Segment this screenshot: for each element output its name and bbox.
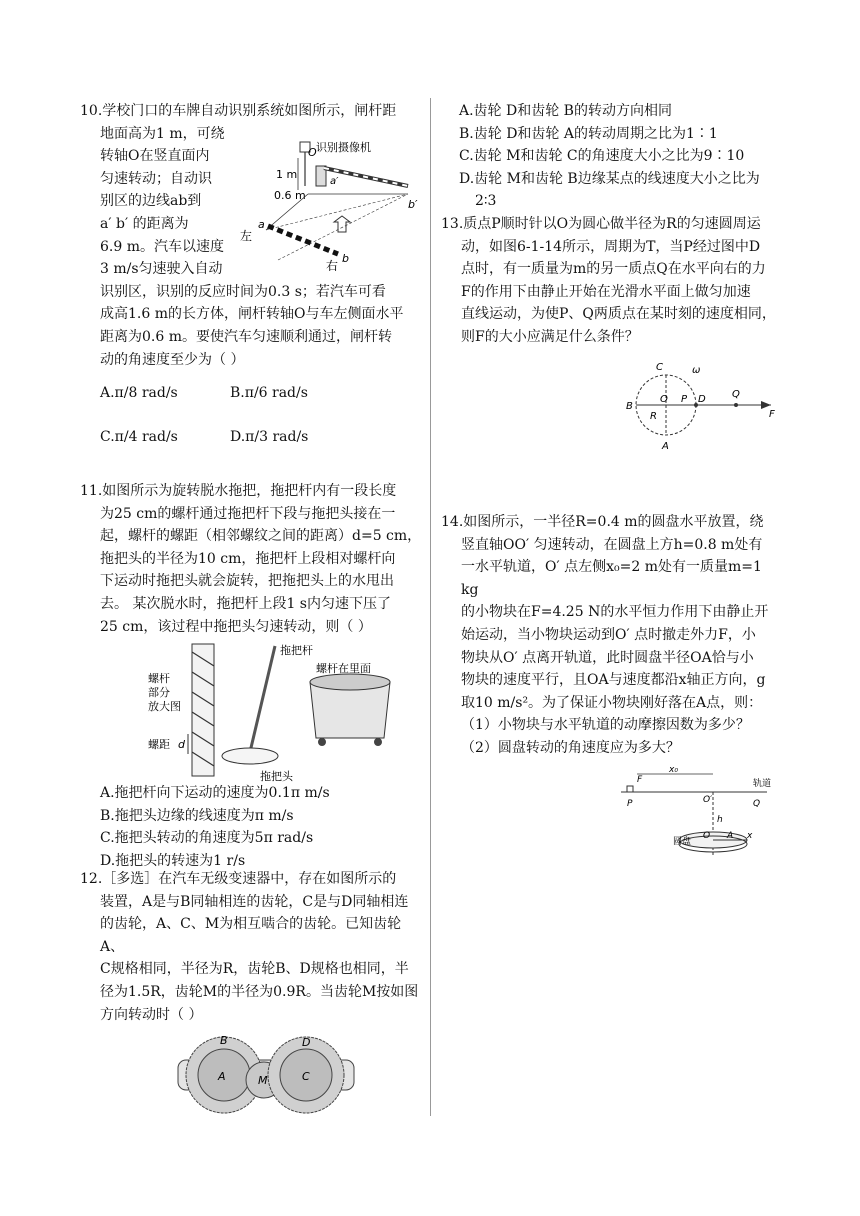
q12-option-b[interactable]: B.齿轮 D和齿轮 A的转动周期之比为1∶1 — [459, 125, 718, 142]
q11-option-c[interactable]: C.拖把头转动的角速度为5π rad/s — [100, 830, 314, 847]
svg-text:b: b — [342, 252, 349, 265]
svg-text:h: h — [717, 814, 723, 825]
q10-line: 转轴O在竖直面内 — [100, 148, 210, 165]
mop-head — [222, 748, 278, 764]
q12-line: 装置，A是与B同轴相连的齿轮，C是与D同轴相连 — [100, 893, 409, 910]
q10-options-row1 — [80, 371, 424, 415]
direction-arrow-icon — [334, 216, 350, 232]
svg-text:轨道: 轨道 — [753, 778, 772, 789]
q12-options — [441, 100, 781, 213]
q10-line: a′ b′ 的距离为 — [100, 215, 189, 232]
q14-line: 取10 m/s²。为了保证小物块刚好落在A点，则： — [461, 694, 763, 711]
column-divider — [430, 98, 431, 1116]
q11-option-b[interactable]: B.拖把头边缘的线速度为π m/s — [100, 807, 294, 824]
svg-text:1 m: 1 m — [276, 168, 298, 181]
svg-text:O: O — [660, 393, 668, 405]
svg-text:P: P — [627, 798, 633, 809]
q13-line: 则F的大小应满足什么条件？ — [461, 328, 639, 345]
svg-text:d: d — [178, 738, 185, 752]
svg-text:拖把头: 拖把头 — [260, 770, 293, 783]
q12-line: 的齿轮，A、C、M为相互啮合的齿轮。已知齿轮A、 — [100, 916, 402, 955]
q14-line: （2）圆盘转动的角速度应为多大？ — [461, 739, 680, 756]
svg-text:圆盘: 圆盘 — [673, 836, 692, 847]
q14-line: 物块的速度平行，且OA与速度都沿x轴正方向，g — [461, 672, 766, 689]
q14-line: （1）小物块与水平轨道的动摩擦因数为多少？ — [461, 717, 750, 734]
q12-line: 方向转动时（ ） — [100, 1006, 203, 1023]
svg-text:放大图: 放大图 — [148, 700, 181, 714]
q10-options-row2 — [80, 415, 424, 459]
svg-text:A: A — [662, 440, 669, 452]
left-column — [80, 100, 424, 1122]
q13-line: 13.质点P顺时针以O为圆心做半径为R的匀速圆周运 — [441, 215, 761, 232]
q13-line: 点时，有一质量为m的另一质点Q在水平向右的力 — [461, 261, 766, 278]
svg-text:x₀: x₀ — [669, 765, 678, 775]
q12-option-d-cont: 2∶3 — [475, 193, 497, 210]
svg-text:a′: a′ — [330, 176, 339, 187]
q11-line: 25 cm，该过程中拖把头匀速转动，则（ ） — [100, 618, 372, 635]
camera-label: 识别摄像机 — [316, 141, 371, 154]
svg-text:C: C — [656, 361, 663, 373]
svg-text:部分: 部分 — [148, 686, 170, 700]
question-13 — [441, 213, 781, 511]
svg-text:右: 右 — [326, 259, 339, 271]
q12-line: 径为1.5R，齿轮M的半径为0.9R。当齿轮M按如图 — [100, 983, 419, 1000]
svg-text:P: P — [681, 393, 688, 405]
svg-text:Q: Q — [732, 388, 740, 400]
question-11 — [80, 480, 424, 868]
q13-line: 直线运动，为使P、Q两质点在某时刻的速度相同， — [461, 306, 776, 323]
svg-text:D: D — [698, 393, 706, 405]
q10-line: 动的角速度至少为（ ） — [100, 351, 245, 368]
q11-line: 11.如图所示为旋转脱水拖把，拖把杆内有一段长度 — [80, 483, 397, 499]
svg-text:螺距: 螺距 — [148, 738, 170, 752]
q11-option-d[interactable]: D.拖把头的转速为1 r/s — [100, 852, 246, 869]
mop-figure — [140, 642, 440, 782]
q10-line: 10.学校门口的车牌自动识别系统如图所示，闸杆距 — [80, 103, 397, 119]
svg-text:O′: O′ — [703, 794, 713, 805]
gear-figure — [176, 1032, 356, 1122]
question-10 — [80, 100, 424, 480]
q10-line: 3 m/s匀速驶入自动 — [100, 261, 223, 278]
svg-text:R: R — [650, 410, 657, 422]
q10-line: 6.9 m。汽车以速度 — [100, 238, 224, 255]
svg-text:O: O — [703, 830, 711, 841]
q11-line: 起，螺杆的螺距（相邻螺纹之间的距离）d=5 cm， — [100, 528, 422, 545]
svg-text:F: F — [637, 774, 643, 785]
question-14 — [441, 511, 781, 870]
svg-text:M: M — [258, 1074, 268, 1088]
q10-line: 地面高为1 m，可绕 — [100, 125, 225, 142]
question-12 — [80, 868, 424, 1122]
q10-gate-figure — [238, 136, 423, 271]
svg-text:a: a — [258, 218, 265, 231]
svg-text:螺杆在里面: 螺杆在里面 — [316, 662, 371, 676]
q10-option-b[interactable]: B.π/6 rad/s — [230, 385, 308, 402]
mop-rod — [250, 646, 275, 752]
q13-line: 动，如图6-1-14所示，周期为T，当P经过图中D — [461, 238, 761, 255]
svg-text:F: F — [769, 408, 775, 420]
svg-text:B: B — [220, 1034, 228, 1048]
q10-line: 识别区，识别的反应时间为0.3 s；若汽车可看 — [100, 283, 386, 300]
q10-line: 匀速转动；自动识 — [100, 170, 212, 187]
q14-line: 14.如图所示，一半径R=0.4 m的圆盘水平放置，绕 — [441, 513, 764, 530]
q10-option-a[interactable]: A.π/8 rad/s — [100, 385, 178, 402]
svg-text:D: D — [302, 1036, 311, 1050]
svg-text:x: x — [747, 830, 753, 841]
q12-option-c[interactable]: C.齿轮 M和齿轮 C的角速度大小之比为9∶10 — [459, 148, 745, 165]
q10-line: 别区的边线ab到 — [100, 193, 202, 210]
q11-option-a[interactable]: A.拖把杆向下运动的速度为0.1π m/s — [100, 785, 330, 802]
q11-line: 下运动时拖把头就会旋转，把拖把头上的水甩出 — [100, 573, 394, 590]
q10-line: 距离为0.6 m。要使汽车匀速顺利通过，闸杆转 — [100, 328, 392, 345]
q11-line: 为25 cm的螺杆通过拖把杆下段与拖把头接在一 — [100, 505, 396, 522]
q12-option-d[interactable]: D.齿轮 M和齿轮 B边缘某点的线速度大小之比为 — [459, 170, 760, 187]
q14-line: 一水平轨道，O′ 点左侧x₀=2 m处有一质量m=1 kg — [461, 559, 762, 598]
q12-option-a[interactable]: A.齿轮 D和齿轮 B的转动方向相同 — [459, 103, 672, 119]
q14-line: 的小物块在F=4.25 N的水平恒力作用下由静止开 — [461, 604, 769, 621]
svg-text:0.6 m: 0.6 m — [274, 189, 306, 202]
svg-text:拖把杆: 拖把杆 — [280, 644, 313, 658]
q11-line: 拖把头的半径为10 cm，拖把杆上段相对螺杆向 — [100, 550, 396, 567]
q10-line: 成高1.6 m的长方体，闸杆转轴O与车左侧面水平 — [100, 306, 404, 323]
q11-line: 去。 某次脱水时，拖把杆上段1 s内匀速下压了 — [100, 595, 391, 612]
svg-text:ω: ω — [692, 364, 701, 376]
svg-text:O: O — [308, 146, 317, 159]
circle-motion-figure — [626, 359, 776, 459]
svg-text:C: C — [302, 1070, 310, 1084]
q12-line: C规格相同，半径为R，齿轮B、D规格也相同，半 — [100, 961, 409, 978]
svg-text:B: B — [626, 400, 633, 412]
q12-line: 12.［多选］在汽车无级变速器中，存在如图所示的 — [80, 871, 397, 887]
disk-track-figure — [617, 766, 777, 870]
q14-line: 竖直轴OO′ 匀速转动，在圆盘上方h=0.8 m处有 — [461, 536, 763, 553]
right-column — [441, 100, 781, 870]
svg-text:Q: Q — [753, 798, 761, 809]
svg-text:A: A — [218, 1070, 226, 1084]
q14-line: 始运动，当小物块运动到O′ 点时撤走外力F，小 — [461, 626, 756, 643]
q14-line: 物块从O′ 点离开轨道，此时圆盘半径OA恰与小 — [461, 649, 754, 666]
q10-option-d[interactable]: D.π/3 rad/s — [230, 429, 309, 446]
svg-text:b′: b′ — [408, 198, 418, 211]
q10-option-c[interactable]: C.π/4 rad/s — [100, 429, 178, 446]
svg-text:螺杆: 螺杆 — [148, 672, 170, 686]
svg-text:A: A — [727, 830, 734, 841]
q13-line: F的作用下由静止开始在光滑水平面上做匀加速 — [461, 283, 751, 300]
svg-text:左: 左 — [240, 229, 253, 243]
